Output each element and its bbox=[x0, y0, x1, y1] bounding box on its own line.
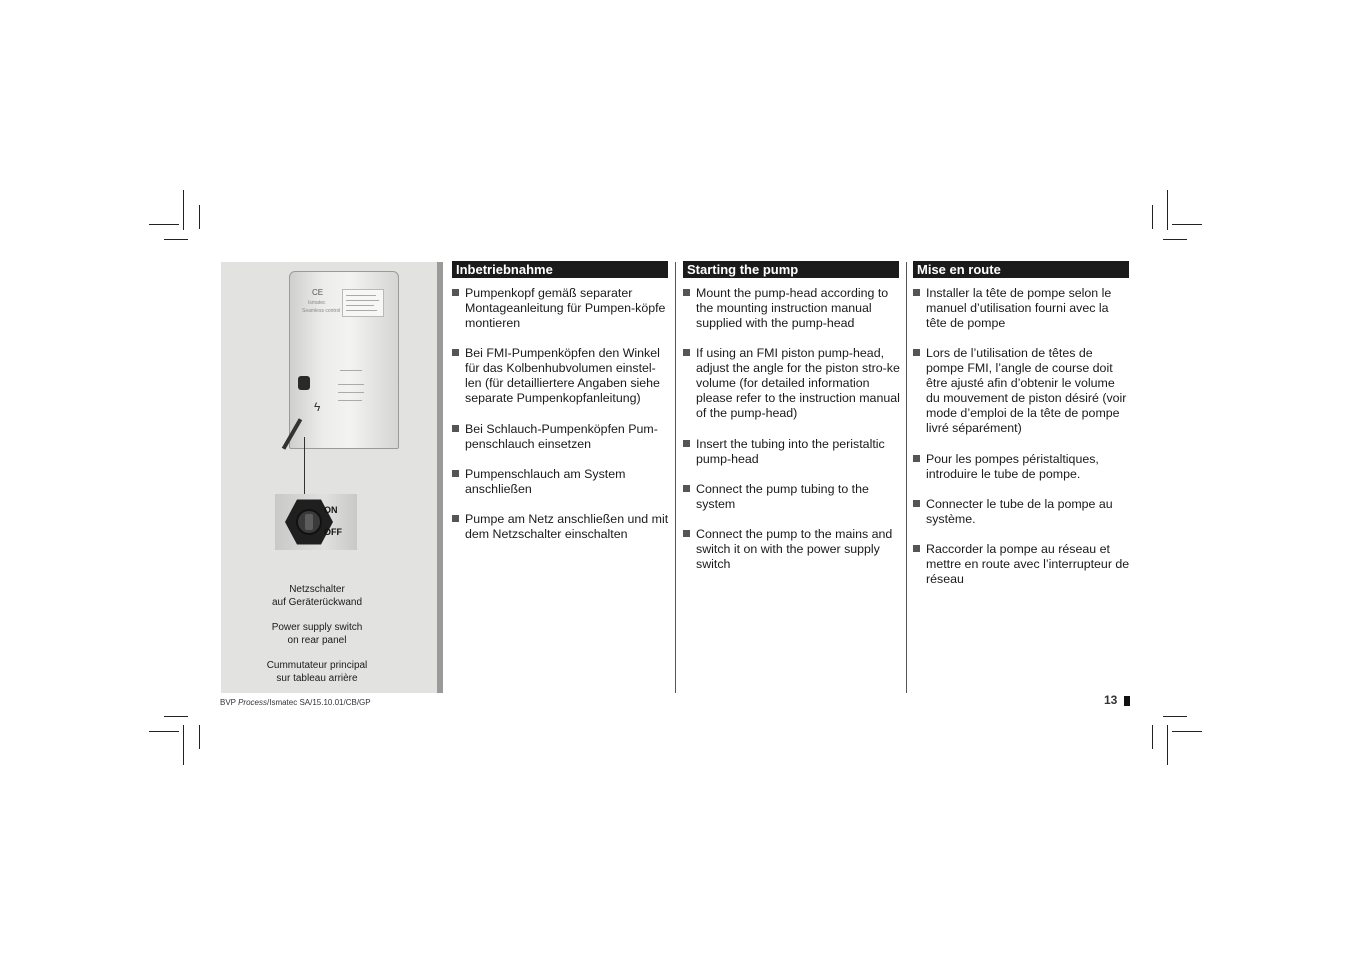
crop-mark bbox=[199, 725, 200, 749]
caption-english: Power supply switch on rear panel bbox=[271, 622, 363, 646]
crop-mark bbox=[1167, 725, 1168, 765]
crop-mark bbox=[1167, 190, 1168, 230]
lightning-icon: ϟ bbox=[314, 400, 321, 414]
list-item: Connect the pump to the mains and switch it on with the power supply switch bbox=[682, 527, 901, 572]
switch-off-label: OFF bbox=[324, 527, 342, 537]
list-item: Connect the pump tubing to the system bbox=[682, 482, 901, 512]
list-item: If using an FMI piston pump-head, adjust the angle for the piston stro-ke volume (for detailed information please refer to the instruction manual of the pump-head) bbox=[682, 346, 901, 421]
crop-mark bbox=[1152, 725, 1153, 749]
column-heading: Inbetriebnahme bbox=[452, 261, 668, 278]
crop-mark bbox=[1172, 731, 1202, 732]
crop-mark bbox=[183, 190, 184, 230]
page-number-mark bbox=[1124, 696, 1130, 706]
caption-french: Cummutateur principal sur tableau arrière bbox=[266, 660, 368, 684]
column-english bbox=[682, 261, 900, 571]
column-divider bbox=[675, 262, 676, 693]
switch-toggle bbox=[305, 514, 313, 530]
panel-divider-bar bbox=[437, 262, 443, 693]
list-item: Pour les pompes péristaltiques, introduire le tube de pompe. bbox=[912, 452, 1131, 482]
crop-mark bbox=[149, 731, 179, 732]
pump-rear-panel-image bbox=[289, 271, 399, 449]
crop-mark bbox=[1163, 716, 1187, 717]
crop-mark bbox=[149, 224, 179, 225]
footer-reference: BVP Process/Ismatec SA/15.10.01/CB/GP bbox=[220, 698, 371, 707]
crop-mark bbox=[199, 205, 200, 229]
list-item: Bei Schlauch-Pumpenköpfen Pum-penschlauch einsetzen bbox=[451, 422, 670, 452]
callout-line bbox=[304, 437, 305, 494]
caption-german: Netzschalter auf Geräterückwand bbox=[271, 584, 363, 608]
ce-mark: CE bbox=[312, 288, 324, 297]
list-item: Pumpenschlauch am System anschließen bbox=[451, 467, 670, 497]
list-item: Pumpe am Netz anschließen und mit dem Netzschalter einschalten bbox=[451, 512, 670, 542]
crop-mark bbox=[1172, 224, 1202, 225]
brand-label: Ismatec bbox=[308, 300, 326, 306]
list-item: Pumpenkopf gemäß separater Montageanleitung für Pumpen-köpfe montieren bbox=[451, 286, 670, 331]
crop-mark bbox=[1152, 205, 1153, 229]
list-item: Bei FMI-Pumpenköpfen den Winkel für das Kolbenhubvolumen einstel-len (für detailliertere Angaben siehe separate Pumpenkopfanleitung) bbox=[451, 346, 670, 406]
page-number: 13 bbox=[1104, 693, 1118, 707]
crop-mark bbox=[183, 725, 184, 765]
list-item: Mount the pump-head according to the mounting instruction manual supplied with the pump-head bbox=[682, 286, 901, 331]
list-item: Installer la tête de pompe selon le manuel d’utilisation fourni avec la tête de pompe bbox=[912, 286, 1131, 331]
rear-power-switch bbox=[298, 376, 310, 390]
column-french bbox=[912, 261, 1130, 586]
column-divider bbox=[906, 262, 907, 693]
model-label: Seamless control bbox=[302, 308, 341, 314]
list-item: Insert the tubing into the peristaltic pump-head bbox=[682, 437, 901, 467]
figure-panel bbox=[221, 262, 437, 693]
list-item: Lors de l’utilisation de têtes de pompe FMI, l’angle de course doit être ajusté afin d’obtenir le volume du mouvement de piston désiré (voir mode d’emploi de la tête de pompe livré séparément) bbox=[912, 346, 1131, 436]
list-item: Raccorder la pompe au réseau et mettre en route avec l’interrupteur de réseau bbox=[912, 542, 1131, 587]
rating-plate bbox=[342, 289, 384, 317]
switch-on-label: ON bbox=[324, 505, 338, 515]
crop-mark bbox=[164, 716, 188, 717]
list-item: Connecter le tube de la pompe au système. bbox=[912, 497, 1131, 527]
power-cable bbox=[282, 418, 302, 449]
column-heading: Mise en route bbox=[913, 261, 1129, 278]
power-switch-closeup bbox=[275, 494, 357, 550]
column-heading: Starting the pump bbox=[683, 261, 899, 278]
footer-italic: Process bbox=[238, 698, 267, 707]
crop-mark bbox=[164, 239, 188, 240]
crop-mark bbox=[1163, 239, 1187, 240]
column-german bbox=[451, 261, 669, 541]
